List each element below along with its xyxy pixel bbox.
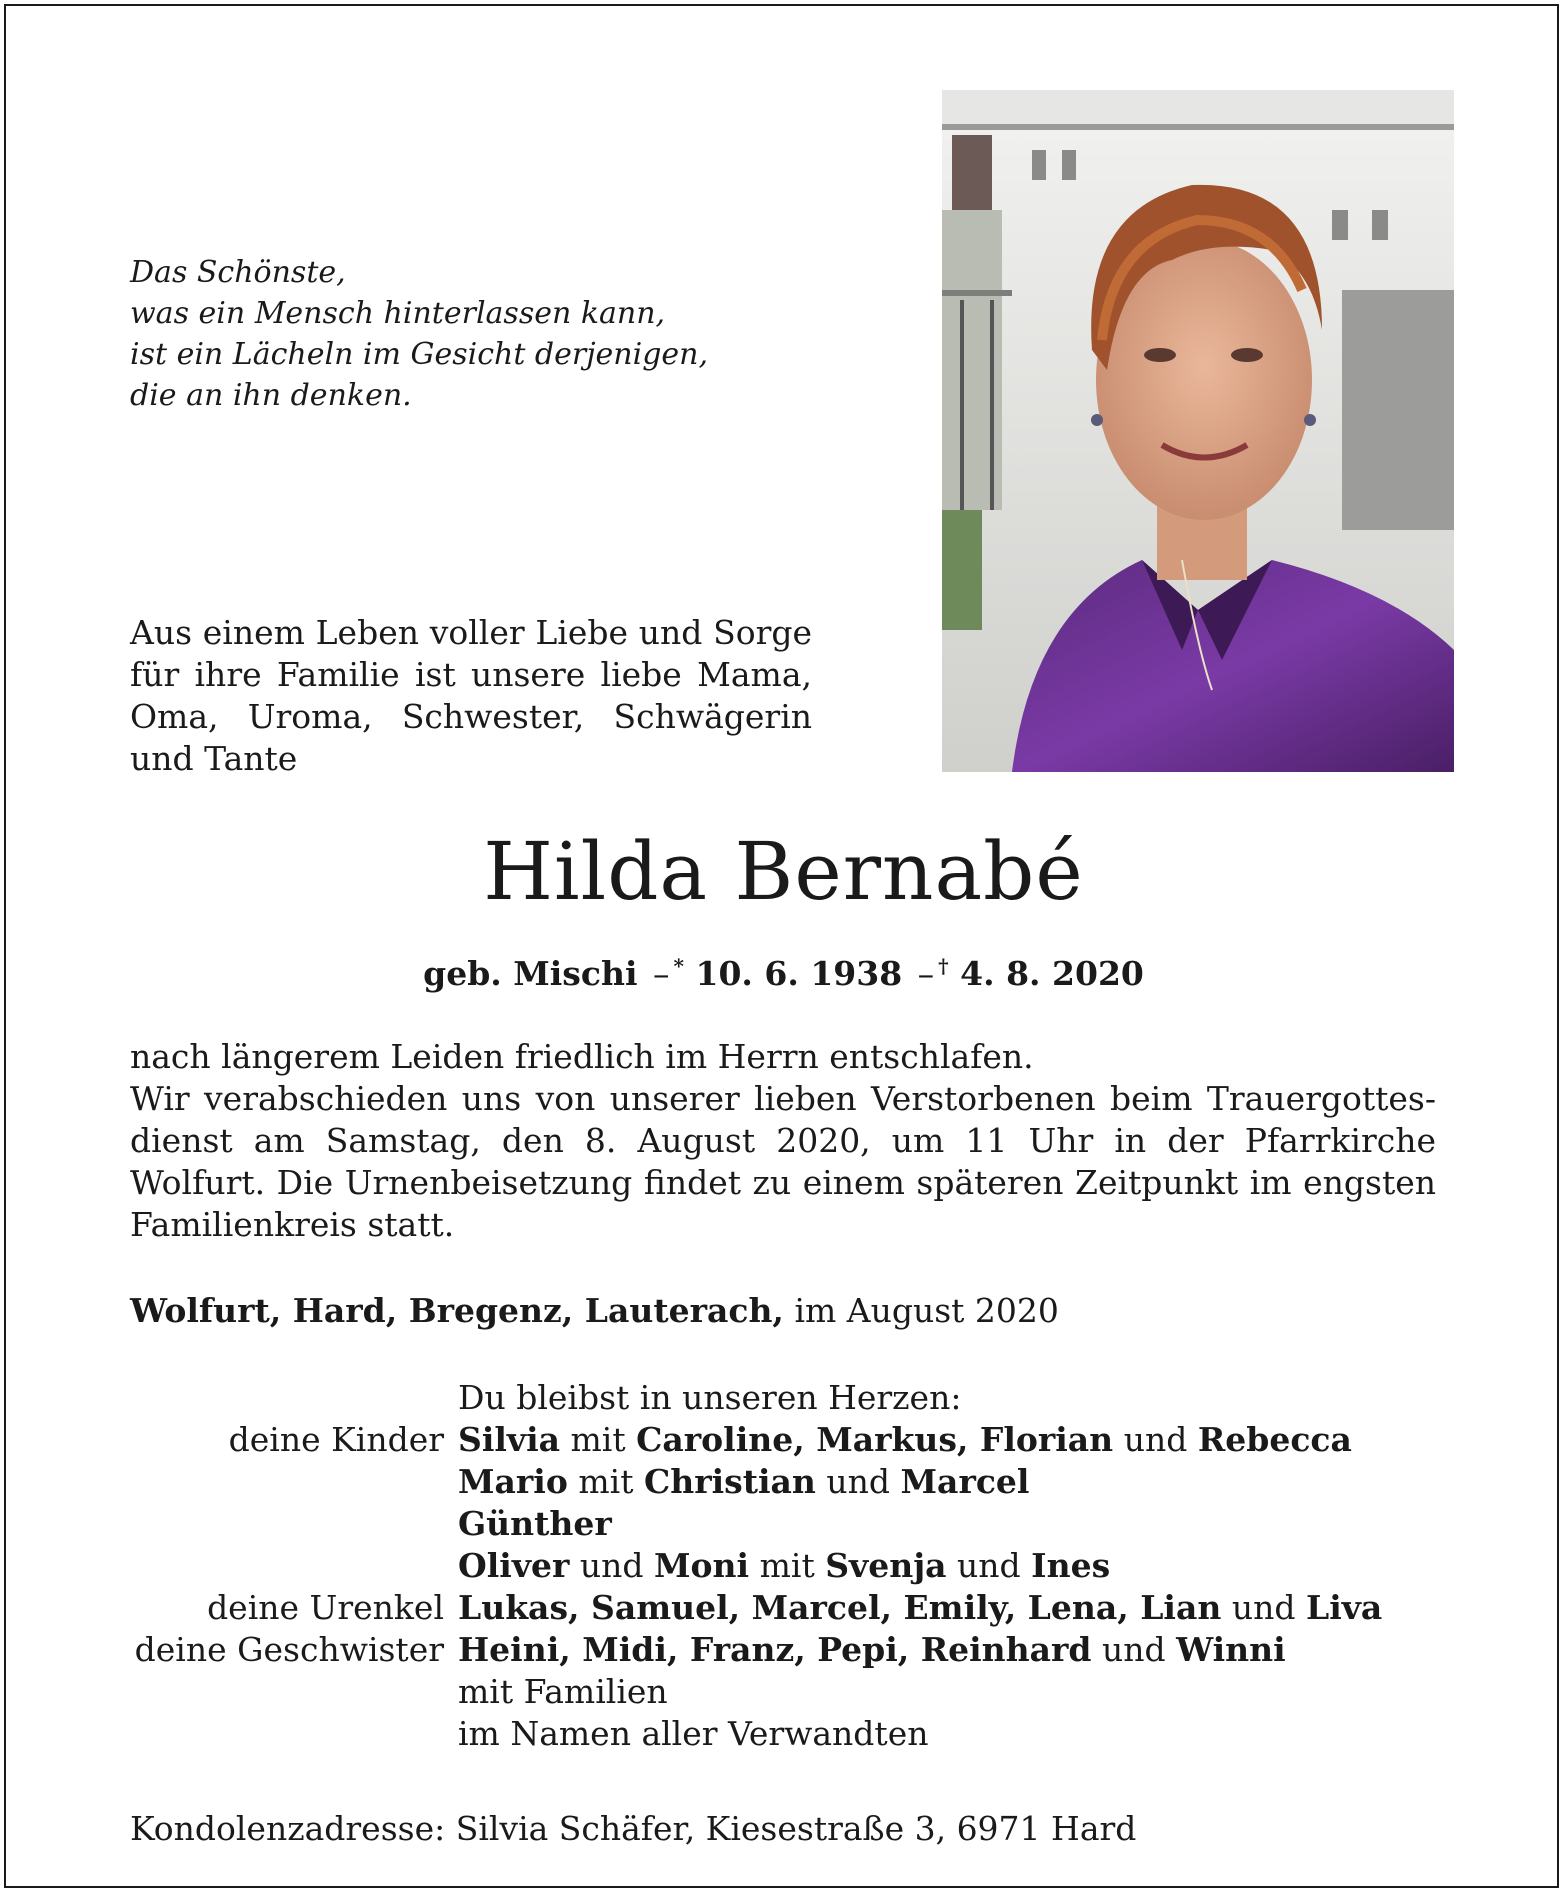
memorial-quote: Das Schönste, was ein Mensch hinterlassen kann, ist ein Lächeln im Gesicht derjenigen, die an ihn denken. xyxy=(130,255,709,413)
connector: mit xyxy=(759,1546,815,1585)
person-name: Lukas, Samuel, Marcel, Emily, Lena, Lian xyxy=(458,1588,1222,1627)
children-row xyxy=(0,1545,1567,1587)
portrait-photo xyxy=(942,90,1454,772)
siblings-label: deine Geschwister xyxy=(134,1630,444,1669)
person-name: Mario xyxy=(458,1462,568,1501)
death-date: 4. 8. 2020 xyxy=(960,954,1144,993)
connector: und xyxy=(579,1546,644,1585)
person-name: Caroline, Markus, Florian xyxy=(636,1420,1114,1459)
month-year: im August 2020 xyxy=(794,1291,1059,1330)
person-name: Ines xyxy=(1031,1546,1111,1585)
connector: und xyxy=(1123,1420,1188,1459)
greatgrandchildren-label: deine Urenkel xyxy=(207,1588,444,1627)
children-row xyxy=(0,1503,1567,1545)
connector: und xyxy=(826,1462,891,1501)
person-name: Svenja xyxy=(825,1546,947,1585)
person-name: Christian xyxy=(643,1462,816,1501)
connector: mit xyxy=(578,1462,634,1501)
birth-symbol: * xyxy=(673,954,684,978)
date-separator: – xyxy=(653,954,670,993)
maiden-name: geb. Mischi xyxy=(423,954,638,993)
person-name: Heini, Midi, Franz, Pepi, Reinhard xyxy=(458,1630,1092,1669)
deceased-name: Hilda Bernabé xyxy=(483,825,1084,918)
connector: und xyxy=(1102,1630,1166,1669)
person-name: Silvia xyxy=(458,1420,560,1459)
with-families: mit Familien xyxy=(458,1672,668,1711)
children-row xyxy=(0,1419,1567,1461)
death-symbol: † xyxy=(938,954,949,978)
connector: und xyxy=(957,1546,1021,1585)
person-name: Günther xyxy=(458,1504,612,1543)
person-name: Oliver xyxy=(458,1546,570,1585)
person-name: Winni xyxy=(1176,1630,1286,1669)
person-name: Marcel xyxy=(900,1462,1030,1501)
survivors-heading: Du bleibst in unseren Herzen: xyxy=(458,1378,962,1417)
birth-date: 10. 6. 1938 xyxy=(695,954,903,993)
children-row xyxy=(0,1461,1567,1503)
connector: mit xyxy=(570,1420,626,1459)
person-name: Moni xyxy=(654,1546,750,1585)
places-date xyxy=(130,1290,1059,1332)
person-name: Liva xyxy=(1305,1588,1383,1627)
life-dates xyxy=(0,952,1567,996)
announcement-body xyxy=(130,1036,1436,1246)
greatgrandchildren-row xyxy=(0,1587,1567,1629)
body-line: nach längerem Leiden friedlich im Herrn entschlafen. xyxy=(130,1037,1034,1076)
relatives-note: im Namen aller Verwandten xyxy=(458,1714,929,1753)
intro-text: Aus einem Leben voller Liebe und Sorge für ihre Familie ist unsere liebe Mama, Oma, Uroma, Schwester, Schwägerin und Tante xyxy=(130,613,812,778)
children-label: deine Kinder xyxy=(228,1420,444,1459)
date-separator: – xyxy=(917,954,935,993)
connector: und xyxy=(1231,1588,1296,1627)
siblings-row xyxy=(0,1629,1567,1671)
body-paragraph: Wir verabschieden uns von unserer lieben Verstorbenen beim Trauergottes-dienst am Samstag, den 8. August 2020, um 11 Uhr in der Pfarrkirche Wolfurt. Die Urnenbeisetzung findet zu einem späteren Zeitpunkt im engsten Familienkreis statt. xyxy=(130,1079,1436,1244)
person-name: Rebecca xyxy=(1197,1420,1352,1459)
places-list: Wolfurt, Hard, Bregenz, Lauterach, xyxy=(130,1291,784,1330)
survivors-list xyxy=(0,1377,1567,1755)
condolence-address: Kondolenzadresse: Silvia Schäfer, Kiesestraße 3, 6971 Hard xyxy=(130,1809,1137,1848)
